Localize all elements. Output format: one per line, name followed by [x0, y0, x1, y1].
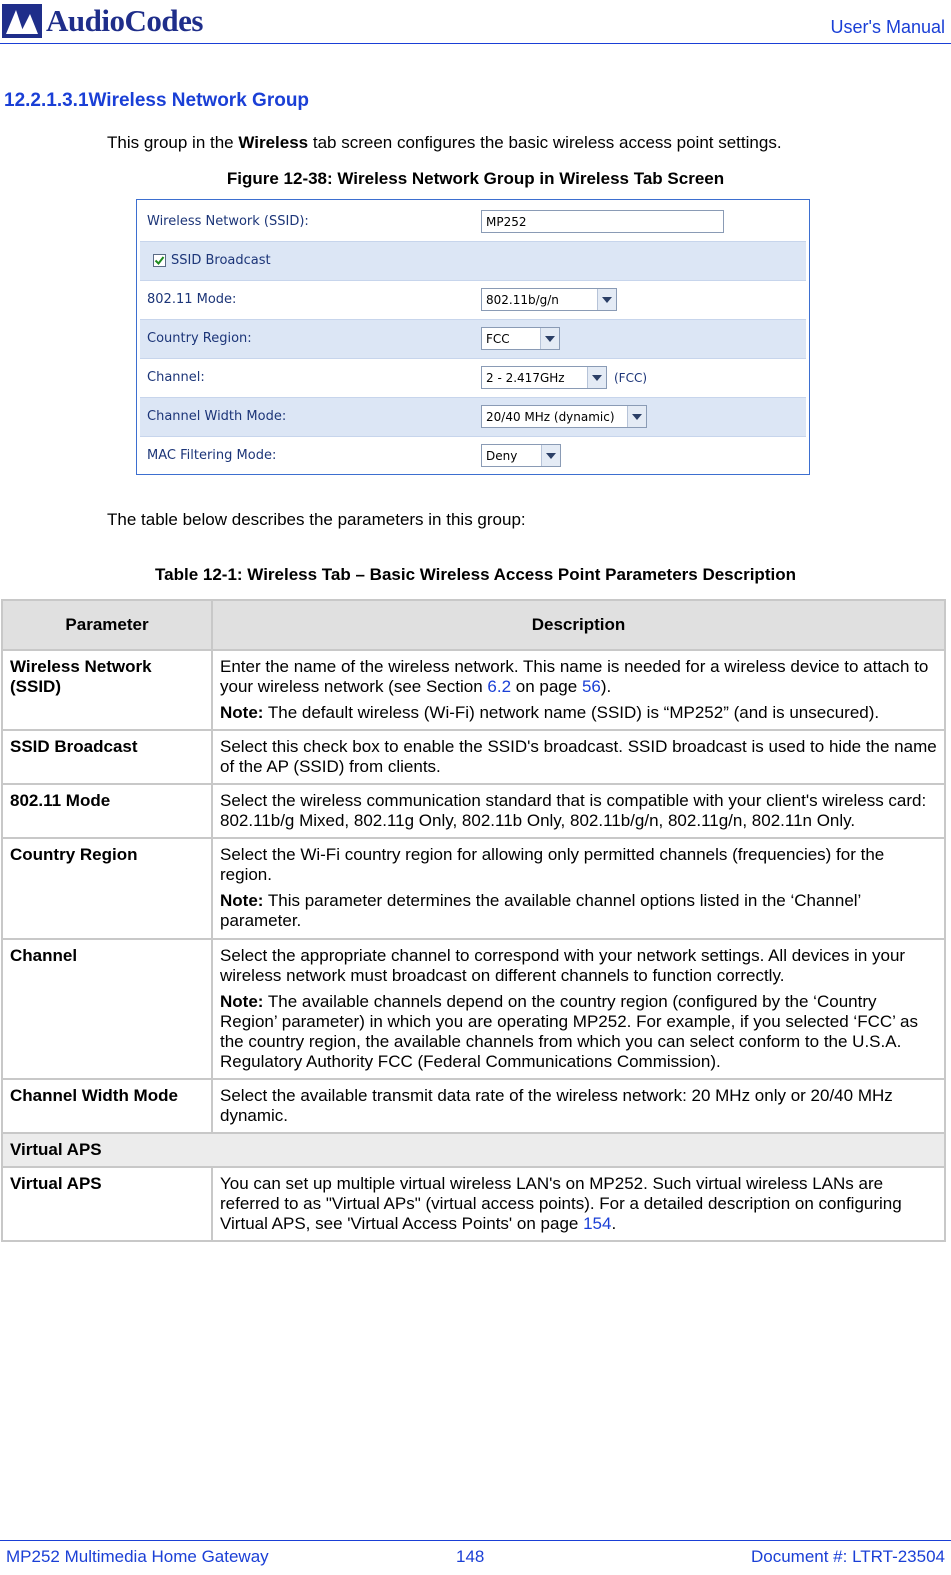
mode-row [140, 281, 806, 320]
channel-region-suffix: (FCC) [614, 370, 648, 385]
intro-text-end: tab screen configures the basic wireless access point settings. [308, 133, 782, 152]
description-text: You can set up multiple virtual wireless LAN's on MP252. Such virtual wireless LANs are referred to as "Virtual APs" (virtual access points). For a detailed description on configuring Virtual APS, see 'Virtual Access Points' on page [220, 1173, 902, 1234]
table-row [2, 730, 945, 784]
footer-product: MP252 Multimedia Home Gateway [6, 1547, 269, 1566]
mode-label: 802.11 Mode: [147, 292, 237, 307]
section-heading [4, 90, 309, 112]
table-intro: The table below describes the parameters in this group: [107, 510, 526, 529]
table-row [2, 650, 945, 730]
figure-caption: Figure 12-38: Wireless Network Group in Wireless Tab Screen [226, 169, 725, 188]
note-label: Note: [220, 991, 264, 1011]
intro-text-start: This group in the [107, 133, 239, 152]
table-row [2, 838, 945, 938]
checkmark-icon [154, 255, 165, 266]
table-row [2, 939, 945, 1079]
description-text: ). [600, 677, 612, 697]
wireless-network-figure [136, 199, 810, 475]
parameter-name: Virtual APS [2, 1167, 212, 1241]
parameter-description: Select the available transmit data rate of the wireless network: 20 MHz only or 20/40 MHz dynamic. [212, 1079, 945, 1133]
ssid-label: Wireless Network (SSID): [147, 214, 309, 229]
description-text: Enter the name of the wireless network. This name is needed for a wireless device to attach to your wireless network (see Section [220, 657, 929, 697]
country-select[interactable] [481, 327, 560, 350]
parameter-name: Wireless Network (SSID) [2, 650, 212, 730]
description-text: Select the appropriate channel to correspond with your network settings. All devices in your wireless network must broadcast on different channels to function correctly. [220, 945, 906, 985]
width-select[interactable] [481, 405, 647, 428]
column-header-parameter: Parameter [2, 600, 212, 650]
manual-title: User's Manual [830, 17, 945, 37]
channel-select[interactable] [481, 366, 607, 389]
width-label: Channel Width Mode: [147, 409, 287, 424]
parameter-name: Channel [2, 939, 212, 1079]
note-text: The default wireless (Wi-Fi) network name (SSID) is “MP252” (and is unsecured). [263, 703, 880, 723]
parameter-description: Select this check box to enable the SSID's broadcast. SSID broadcast is used to hide the name of the AP (SSID) from clients. [212, 730, 945, 784]
ssid-broadcast-checkbox[interactable] [153, 254, 166, 267]
ssid-input[interactable]: MP252 [481, 210, 724, 233]
mac-filter-select-value: Deny [486, 448, 518, 463]
country-select-value: FCC [486, 331, 510, 346]
parameters-table [1, 599, 946, 1242]
table-row [2, 1079, 945, 1133]
chevron-down-icon [541, 445, 560, 466]
channel-select-value: 2 - 2.417GHz [486, 370, 565, 385]
chevron-down-icon [627, 406, 646, 427]
note-label: Note: [220, 703, 264, 723]
intro-bold-term: Wireless [238, 133, 309, 152]
mac-filter-row [140, 437, 806, 475]
note-text: This parameter determines the available channel options listed in the ‘Channel’ parameter. [220, 891, 861, 931]
chevron-down-icon [540, 328, 559, 349]
parameter-description [212, 1167, 945, 1241]
parameter-description [212, 939, 945, 1079]
width-row [140, 398, 806, 437]
table-row [2, 784, 945, 838]
country-label: Country Region: [147, 331, 252, 346]
parameter-name: Country Region [2, 838, 212, 938]
description-text: . [611, 1214, 617, 1234]
table-group-row [2, 1133, 945, 1167]
table-header-row [2, 600, 945, 650]
parameter-description [212, 838, 945, 938]
parameter-name: SSID Broadcast [2, 730, 212, 784]
note-label: Note: [220, 891, 264, 911]
ssid-row [140, 203, 806, 242]
audiocodes-logo [2, 2, 203, 40]
parameter-name: 802.11 Mode [2, 784, 212, 838]
section-link[interactable]: 6.2 [487, 677, 512, 697]
footer-divider [0, 1540, 951, 1541]
table-row [2, 1167, 945, 1241]
ssid-broadcast-row [140, 242, 806, 281]
chevron-down-icon [587, 367, 606, 388]
page-header [0, 0, 951, 46]
parameter-description [212, 650, 945, 730]
mode-select[interactable] [481, 288, 617, 311]
width-select-value: 20/40 MHz (dynamic) [486, 409, 615, 424]
table-caption: Table 12-1: Wireless Tab – Basic Wireless Access Point Parameters Description [155, 565, 796, 584]
mode-select-value: 802.11b/g/n [486, 292, 559, 307]
page-link[interactable]: 154 [583, 1214, 612, 1234]
group-label: Virtual APS [2, 1133, 945, 1167]
section-intro [107, 133, 782, 153]
logo-text: AudioCodes [46, 3, 203, 38]
description-text: Select the Wi-Fi country region for allowing only permitted channels (frequencies) for the region. [220, 845, 885, 885]
mac-filter-label: MAC Filtering Mode: [147, 448, 277, 463]
footer-page-number: 148 [456, 1547, 485, 1566]
ssid-broadcast-label: SSID Broadcast [171, 253, 271, 268]
parameter-name: Channel Width Mode [2, 1079, 212, 1133]
country-row [140, 320, 806, 359]
mac-filter-select[interactable] [481, 444, 561, 467]
section-number: 12.2.1.3.1 [4, 90, 89, 111]
column-header-description: Description [212, 600, 945, 650]
parameter-description: Select the wireless communication standard that is compatible with your client's wireless card: 802.11b/g Mixed, 802.11g Only, 802.11b Only, 802.11b/g/n, 802.11g/n, 802.11n Only. [212, 784, 945, 838]
page-link[interactable]: 56 [581, 677, 601, 697]
channel-label: Channel: [147, 370, 205, 385]
footer-document-number: Document #: LTRT-23504 [750, 1547, 945, 1566]
logo-mark-icon [2, 4, 42, 38]
section-title-text: Wireless Network Group [88, 90, 310, 111]
description-text: on page [511, 677, 582, 697]
chevron-down-icon [597, 289, 616, 310]
note-text: The available channels depend on the country region (configured by the ‘Country Region’ parameter) in which you are operating MP252. For example, if you selected ‘FCC’ as the country region, the available channels from which you can select conform to the U.S.A. Regulatory Authority FCC (Federal Communications Commission). [220, 991, 918, 1071]
header-divider [0, 43, 951, 44]
channel-row [140, 359, 806, 398]
